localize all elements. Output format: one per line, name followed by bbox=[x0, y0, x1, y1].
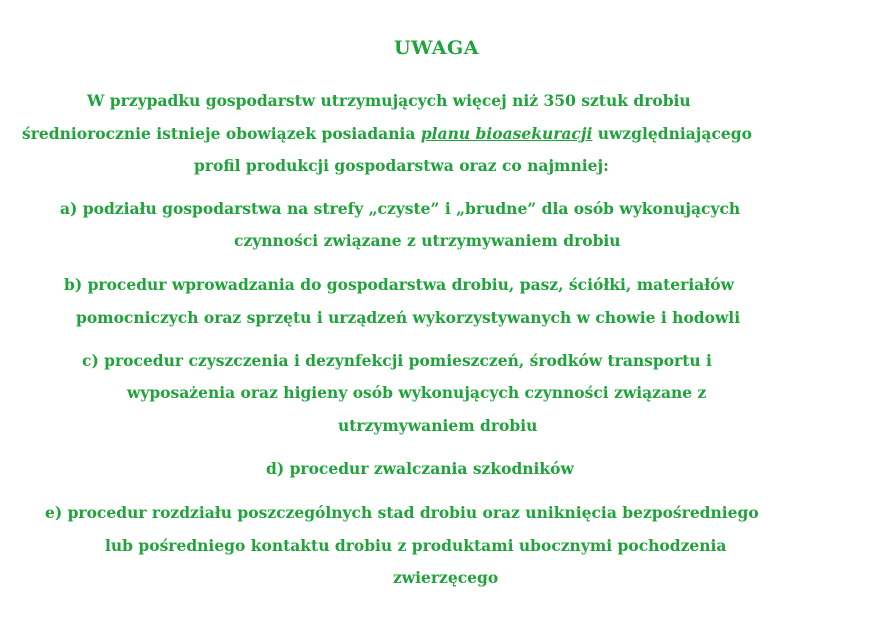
list-item-e-line-2: lub pośredniego kontaktu drobiu z produktami ubocznymi pochodzenia bbox=[105, 536, 727, 555]
list-item-e-line-1: e) procedur rozdziału poszczególnych stad drobiu oraz uniknięcia bezpośredniego bbox=[45, 503, 759, 522]
intro-line-2-end: uwzględniającego bbox=[592, 124, 752, 143]
list-item-c-line-3: utrzymywaniem drobiu bbox=[338, 416, 538, 435]
list-item-b-line-1: b) procedur wprowadzania do gospodarstwa drobiu, pasz, ściółki, materiałów bbox=[64, 275, 734, 294]
list-item-a-line-2: czynności związane z utrzymywaniem drobiu bbox=[234, 231, 621, 250]
bioasekuracja-link-text: planu bioasekuracji bbox=[420, 124, 593, 143]
intro-line-2 bbox=[22, 124, 752, 144]
list-item-c-line-2: wyposażenia oraz higieny osób wykonujących czynności związane z bbox=[127, 383, 707, 402]
list-item-c-line-1: c) procedur czyszczenia i dezynfekcji pomieszczeń, środków transportu i bbox=[82, 351, 712, 370]
list-item-d-line-1: d) procedur zwalczania szkodników bbox=[266, 459, 574, 478]
list-item-e-line-3: zwierzęcego bbox=[393, 568, 499, 587]
notice-title: UWAGA bbox=[394, 37, 479, 59]
intro-line-2-start: średniorocznie istnieje obowiązek posiadania bbox=[22, 124, 421, 143]
list-item-a-line-1: a) podziału gospodarstwa na strefy „czyste” i „brudne” dla osób wykonujących bbox=[60, 199, 741, 218]
intro-line-1: W przypadku gospodarstw utrzymujących więcej niż 350 sztuk drobiu bbox=[87, 91, 691, 110]
intro-line-3: profil produkcji gospodarstwa oraz co najmniej: bbox=[194, 156, 609, 175]
list-item-b-line-2: pomocniczych oraz sprzętu i urządzeń wykorzystywanych w chowie i hodowli bbox=[76, 308, 741, 327]
